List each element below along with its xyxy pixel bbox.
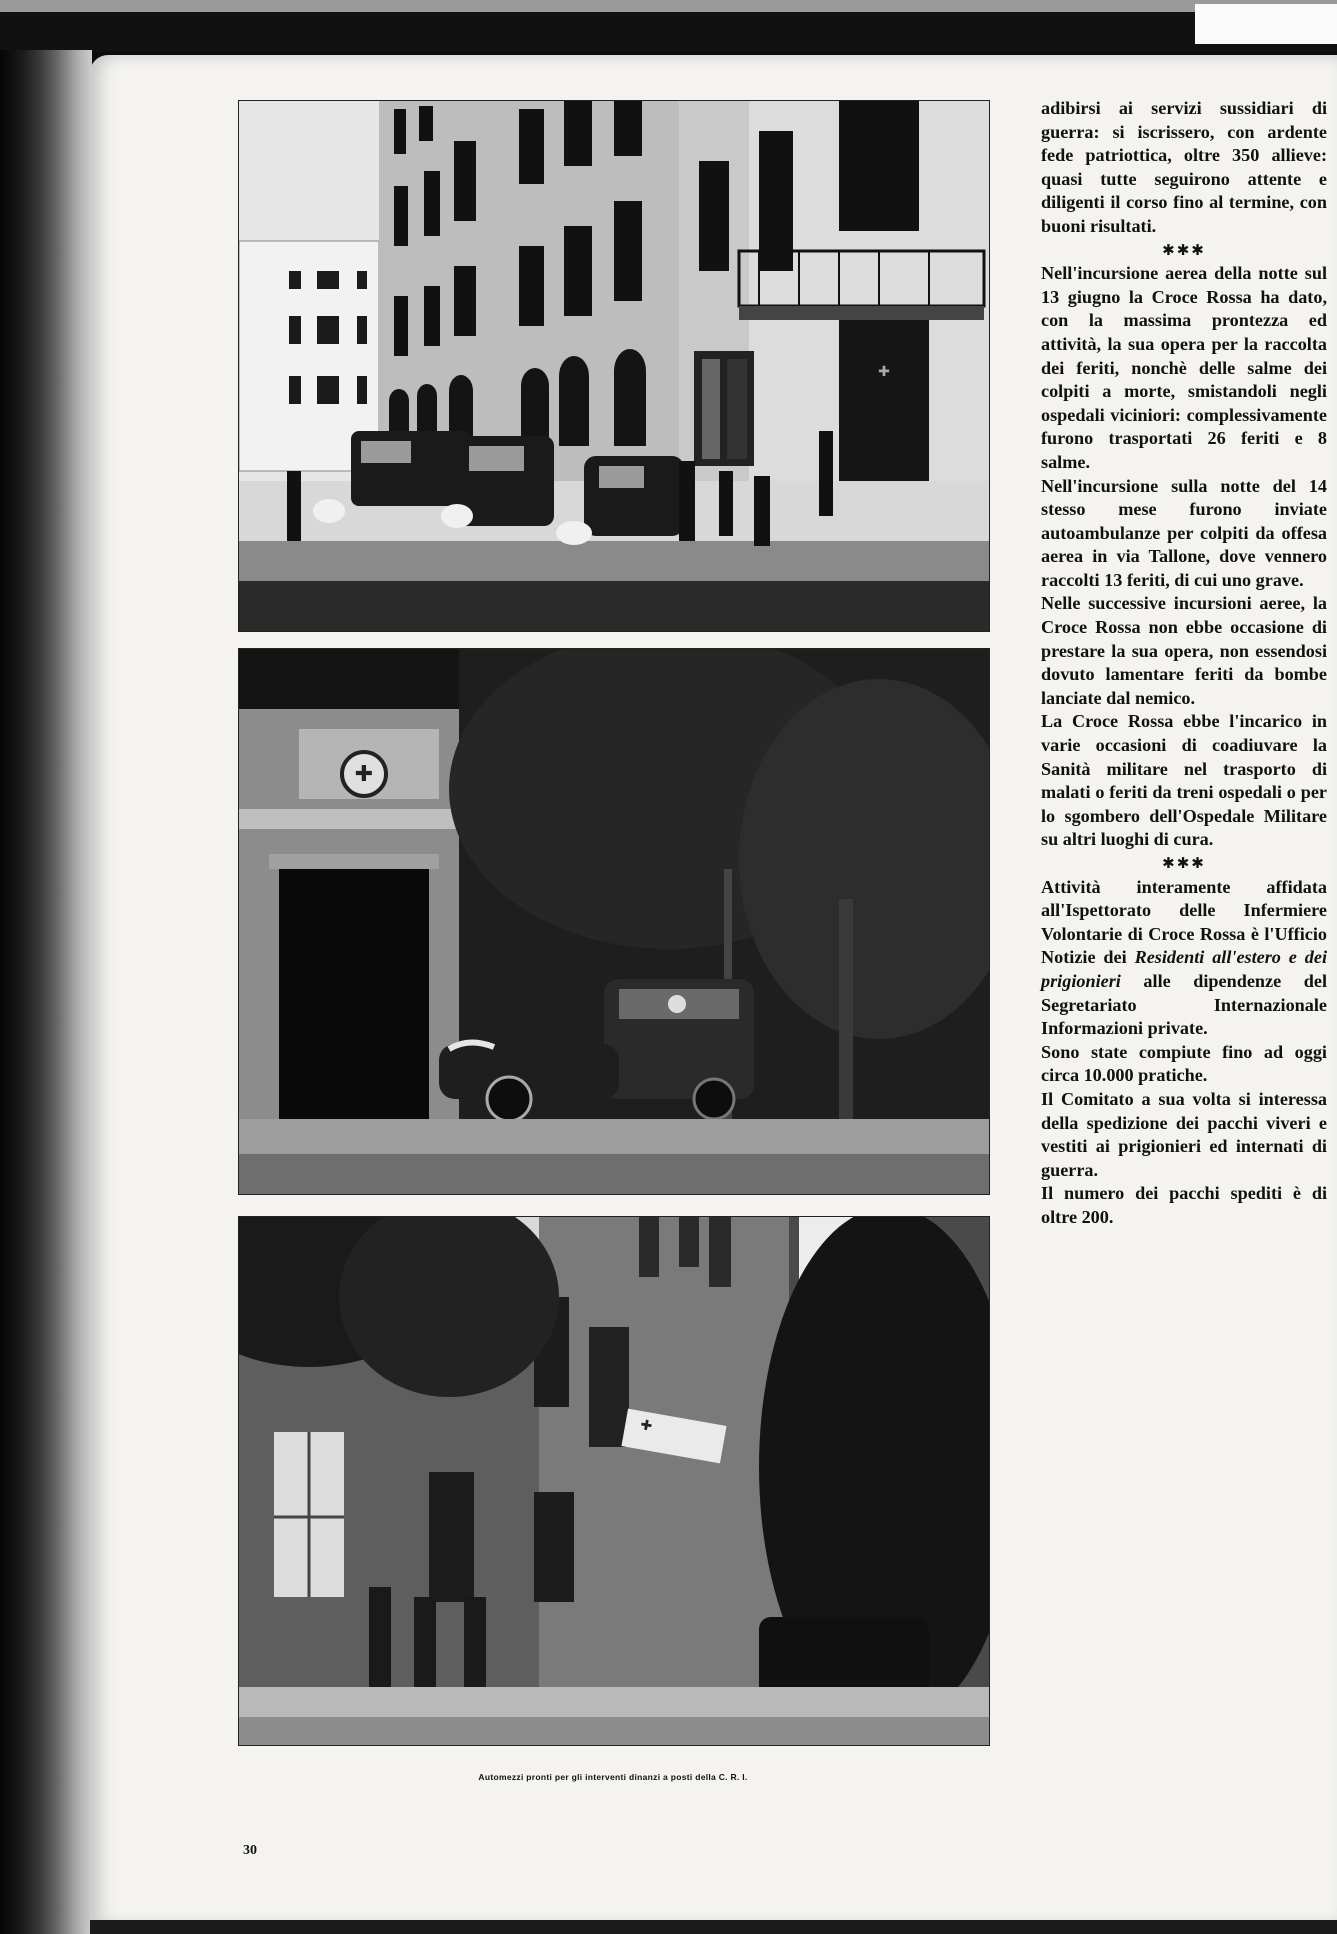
book-spine-shadow bbox=[0, 50, 92, 1934]
paragraph-2: Nell'incursione aerea della notte sul 13 giugno la Croce Rossa ha dato, con la massima prontezza ed attività, la sua opera per la raccolta dei feriti, nonchè delle salme dei colpiti a morte, smistandoli negli ospedali viciniori: complessivamente furono trasportati 26 feriti e 8 salme. bbox=[1041, 263, 1327, 472]
paragraph-6 bbox=[1041, 876, 1327, 1041]
photo2-cross-icon: ✚ bbox=[354, 762, 374, 787]
scan-bottom-edge bbox=[90, 1920, 1337, 1934]
paragraph-7: Sono state compiute fino ad oggi circa 10.000 pratiche. bbox=[1041, 1041, 1327, 1086]
photo-building-ambulances bbox=[238, 100, 990, 632]
photo1-cross-icon: ✚ bbox=[878, 364, 890, 380]
scan-dark-band bbox=[0, 12, 1337, 52]
paragraph-9: Il numero dei pacchi spediti è di oltre 200. bbox=[1041, 1183, 1327, 1227]
photo3-cross-icon: ✚ bbox=[639, 1417, 654, 1435]
photo-caption: Automezzi pronti per gli interventi dinanzi a posti della C. R. I. bbox=[478, 1772, 748, 1782]
paragraph-1: adibirsi ai servizi sussidiari di guerra: si iscrissero, con ardente fede patriottica, oltre 350 allieve: quasi tutte seguirono attente e diligenti il corso fino al termine, con buoni risultati. bbox=[1041, 98, 1327, 236]
paragraph-6-start: Attività interamente affidata all'Ispettorato delle Infermiere Volontarie di Croce Rossa è l'Ufficio Notizie dei bbox=[1041, 876, 1327, 968]
photo-building-banner bbox=[238, 1216, 990, 1746]
paragraph-3: Nell'incursione sulla notte del 14 stesso mese furono inviate autoambulanze per colpiti da offesa aerea in via Tallone, dove vennero raccolti 13 feriti, di cui uno grave. bbox=[1041, 475, 1327, 590]
page-number: 30 bbox=[243, 1843, 257, 1858]
paragraph-4: Nelle successive incursioni aeree, la Croce Rossa non ebbe occasione di prestare la sua opera, non essendosi dovuto lamentare feriti da bombe lanciate dal nemico. bbox=[1041, 593, 1327, 708]
scan-corner bbox=[1195, 4, 1337, 44]
paragraph-6-emphasis: Residenti all'estero e dei prigionieri bbox=[1041, 947, 1327, 991]
article-column bbox=[1041, 97, 1327, 1230]
photo-garage-ambulance bbox=[238, 648, 990, 1195]
paragraph-5: La Croce Rossa ebbe l'incarico in varie occasioni di coadiuvare la Sanità militare nel trasporto di malati o feriti da treni ospedali o per lo sgombero dell'Ospedale Militare su altri luoghi di cura. bbox=[1041, 711, 1327, 850]
section-separator-2: ✱✱✱ bbox=[1162, 854, 1206, 872]
paragraph-8: Il Comitato a sua volta si interessa della spedizione dei pacchi viveri e vestiti ai prigionieri ed internati di guerra. bbox=[1041, 1088, 1327, 1180]
scan-top-edge bbox=[0, 0, 1337, 12]
paragraph-6-end: alle dipendenze del Segretariato Internazionale Informazioni private. bbox=[1041, 970, 1327, 1039]
section-separator: ✱✱✱ bbox=[1162, 240, 1206, 259]
